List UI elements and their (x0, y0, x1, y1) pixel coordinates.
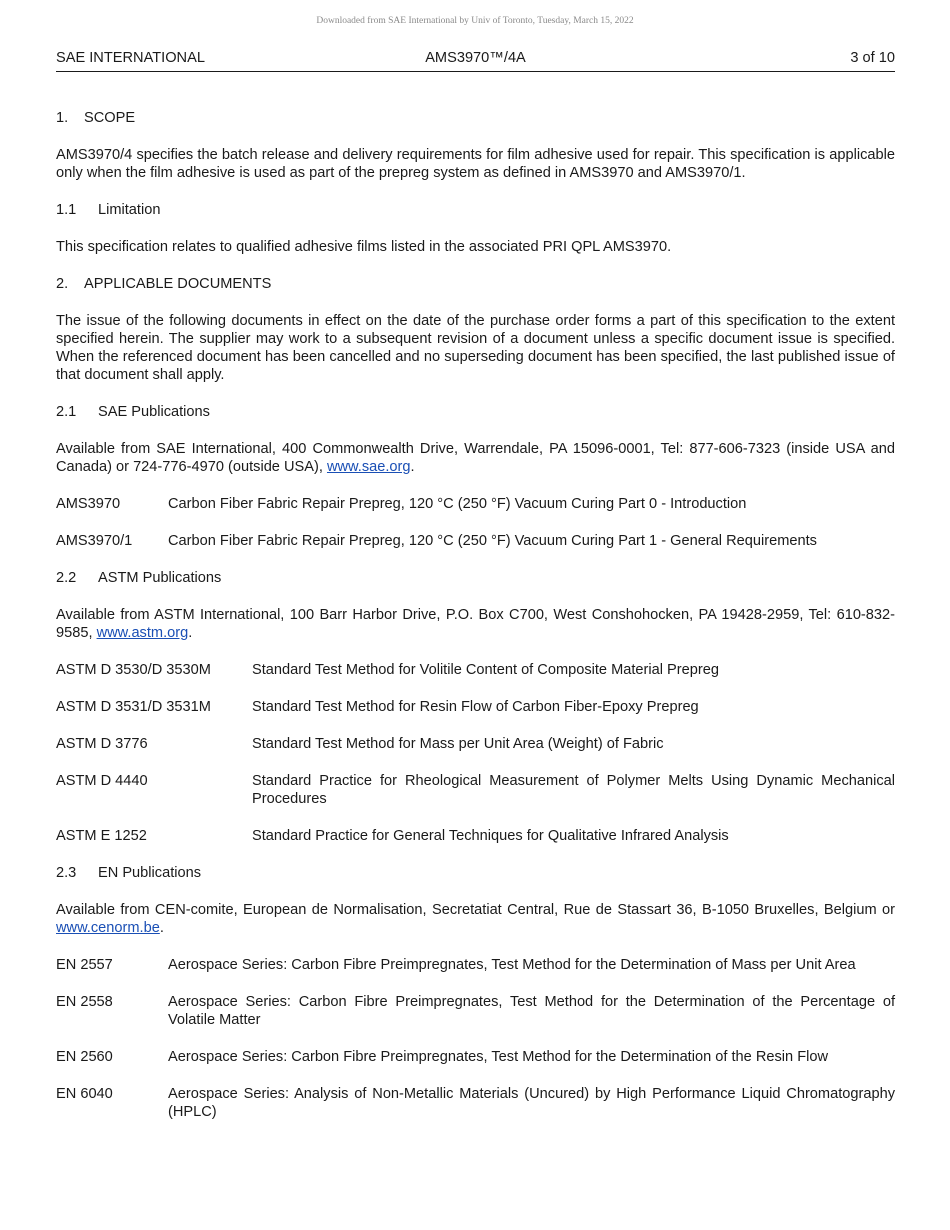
reference-code: AMS3970 (56, 496, 121, 512)
reference-code: EN 6040 (56, 1086, 113, 1102)
astm-availability-end: . (188, 625, 193, 641)
reference-code: ASTM D 3530/D 3530M (56, 662, 211, 678)
reference-code: EN 2558 (56, 994, 113, 1010)
reference-title: Carbon Fiber Fabric Repair Prepreg, 120 °C (250 °F) Vacuum Curing Part 1 - General Requirements (168, 533, 817, 549)
reference-item (56, 1085, 895, 1121)
section-title: EN Publications (98, 865, 202, 881)
sae-website-link[interactable]: www.sae.org (326, 459, 411, 475)
reference-item (56, 827, 895, 845)
reference-code: ASTM D 3776 (56, 736, 148, 752)
reference-item (56, 495, 895, 513)
section-en-heading (56, 864, 895, 882)
section-number: 2.2 (56, 570, 77, 586)
reference-code: ASTM E 1252 (56, 828, 147, 844)
reference-item (56, 735, 895, 753)
applicable-paragraph: The issue of the following documents in effect on the date of the purchase order forms a part of this specification to the extent specified herein. The supplier may work to a subsequent revision of a document unless a specific document issue is specified. When the referenced document has been cancelled and no superseding document has been specified, the last published issue of that document shall apply. (56, 313, 895, 383)
document-body (56, 109, 895, 1140)
sae-availability-text: Available from SAE International, 400 Commonwealth Drive, Warrendale, PA 15096-0001, Tel: 877-606-7323 (inside USA and Canada) or 724-776-4970 (outside USA), (56, 441, 895, 475)
en-availability-end: . (159, 920, 164, 936)
reference-item (56, 1048, 895, 1066)
section-number: 1. (56, 110, 69, 126)
section-number: 2.1 (56, 404, 77, 420)
header-org: SAE INTERNATIONAL (56, 50, 205, 66)
reference-item (56, 698, 895, 716)
section-title: SAE Publications (98, 404, 210, 420)
reference-title: Standard Practice for General Techniques for Qualitative Infrared Analysis (252, 828, 729, 844)
reference-title: Carbon Fiber Fabric Repair Prepreg, 120 °C (250 °F) Vacuum Curing Part 0 - Introduction (168, 496, 747, 512)
reference-title: Standard Test Method for Volitile Content of Composite Material Prepreg (252, 662, 719, 678)
sae-availability (56, 440, 895, 476)
astm-website-link[interactable]: www.astm.org (96, 625, 189, 641)
reference-item (56, 532, 895, 550)
en-availability-text: Available from CEN-comite, European de Normalisation, Secretatiat Central, Rue de Stassart 36, B-1050 Bruxelles, Belgium or (56, 902, 895, 918)
section-applicable-heading (56, 275, 895, 293)
astm-availability (56, 606, 895, 642)
reference-title: Standard Test Method for Resin Flow of Carbon Fiber-Epoxy Prepreg (252, 699, 699, 715)
reference-item (56, 772, 895, 808)
section-title: ASTM Publications (98, 570, 222, 586)
en-website-link[interactable]: www.cenorm.be (56, 920, 160, 936)
reference-code: EN 2560 (56, 1049, 113, 1065)
scope-paragraph: AMS3970/4 specifies the batch release and delivery requirements for film adhesive used for repair. This specification is applicable only when the film adhesive is used as part of the prepreg system as defined in AMS3970 and AMS3970/1. (56, 147, 895, 181)
reference-code: EN 2557 (56, 957, 113, 973)
en-availability (56, 901, 895, 937)
reference-item (56, 993, 895, 1029)
section-title: Limitation (98, 202, 161, 218)
reference-title: Standard Practice for Rheological Measurement of Polymer Melts Using Dynamic Mechanical Procedures (252, 773, 895, 807)
page-header (56, 50, 895, 72)
section-sae-heading (56, 403, 895, 421)
reference-title: Aerospace Series: Carbon Fibre Preimpregnates, Test Method for the Determination of the Resin Flow (168, 1049, 829, 1065)
sae-availability-end: . (410, 459, 415, 475)
reference-item (56, 956, 895, 974)
reference-item (56, 661, 895, 679)
download-watermark: Downloaded from SAE International by Univ of Toronto, Tuesday, March 15, 2022 (316, 16, 634, 26)
header-doc-id: AMS3970™/4A (425, 50, 526, 66)
astm-availability-text: Available from ASTM International, 100 Barr Harbor Drive, P.O. Box C700, West Conshohocken, PA 19428-2959, Tel: 610-832-9585, (56, 607, 895, 641)
limitation-paragraph: This specification relates to qualified adhesive films listed in the associated PRI QPL AMS3970. (56, 239, 672, 255)
reference-code: ASTM D 4440 (56, 773, 148, 789)
section-title: SCOPE (84, 110, 136, 126)
section-number: 2.3 (56, 865, 77, 881)
reference-title: Aerospace Series: Carbon Fibre Preimpregnates, Test Method for the Determination of Mass per Unit Area (168, 957, 856, 973)
section-scope-heading (56, 109, 895, 127)
section-astm-heading (56, 569, 895, 587)
reference-title: Aerospace Series: Analysis of Non-Metallic Materials (Uncured) by High Performance Liquid Chromatography (HPLC) (168, 1086, 895, 1120)
header-page-number: 3 of 10 (850, 50, 895, 66)
section-limitation-heading (56, 201, 895, 219)
section-number: 2. (56, 276, 69, 292)
reference-code: AMS3970/1 (56, 533, 133, 549)
section-number: 1.1 (56, 202, 77, 218)
reference-title: Standard Test Method for Mass per Unit Area (Weight) of Fabric (252, 736, 664, 752)
reference-code: ASTM D 3531/D 3531M (56, 699, 211, 715)
section-title: APPLICABLE DOCUMENTS (84, 276, 272, 292)
reference-title: Aerospace Series: Carbon Fibre Preimpregnates, Test Method for the Determination of the Percentage of Volatile Matter (168, 994, 895, 1028)
